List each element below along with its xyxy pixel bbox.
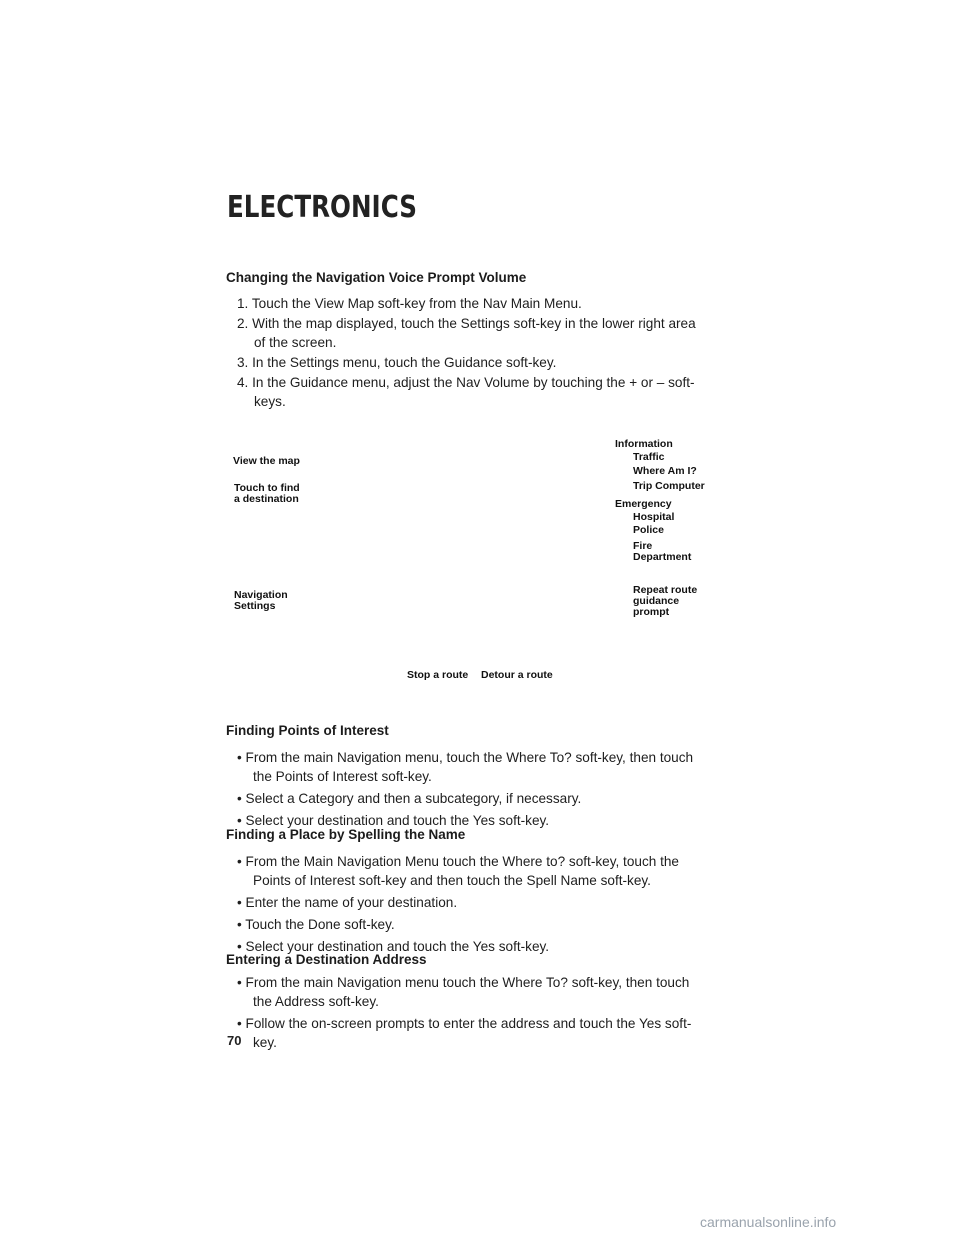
poi-heading: Finding Points of Interest	[226, 723, 389, 738]
step-item: 3. In the Settings menu, touch the Guidance soft-key.	[237, 355, 557, 370]
step-item: 2. With the map displayed, touch the Settings soft-key in the lower right area of the screen.	[237, 316, 696, 350]
step-item: 1. Touch the View Map soft-key from the Nav Main Menu.	[237, 296, 582, 311]
figure-label-trip-computer: Trip Computer	[633, 480, 705, 492]
address-section	[226, 950, 710, 1052]
figure-label-stop-route: Stop a route	[407, 669, 469, 681]
figure-label-nav-settings: Navigation Settings	[234, 589, 288, 612]
list-item: • From the Main Navigation Menu touch the Where to? soft-key, touch the Points of Interest soft-key and then touch the Spell Name soft-key.	[237, 854, 679, 888]
nav-menu-figure	[226, 432, 716, 687]
section-title: ELECTRONICS	[227, 190, 417, 225]
figure-label-fire-department: Fire Department	[633, 540, 692, 563]
figure-label-hospital: Hospital	[633, 511, 675, 523]
list-item: • Follow the on-screen prompts to enter the address and touch the Yes soft-key.	[237, 1016, 692, 1050]
list-item: • Touch the Done soft-key.	[237, 917, 395, 932]
watermark: carmanualsonline.info	[700, 1214, 837, 1230]
spelling-heading: Finding a Place by Spelling the Name	[226, 827, 466, 842]
list-item: • Select your destination and touch the Yes soft-key.	[237, 939, 550, 954]
figure-label-traffic: Traffic	[633, 451, 665, 463]
figure-label-repeat-route: Repeat route guidance prompt	[633, 584, 698, 618]
page-number: 70	[227, 1033, 242, 1048]
figure-label-emergency: Emergency	[615, 498, 672, 510]
address-heading: Entering a Destination Address	[226, 952, 427, 967]
figure-label-police: Police	[633, 524, 664, 536]
figure-label-view-map: View the map	[233, 455, 300, 467]
list-item: • Enter the name of your destination.	[237, 895, 458, 910]
list-item: • Select a Category and then a subcategory, if necessary.	[237, 791, 582, 806]
step-item: 4. In the Guidance menu, adjust the Nav Volume by touching the + or – soft-keys.	[237, 375, 695, 409]
poi-section	[226, 721, 710, 830]
voice-prompt-section	[226, 268, 710, 411]
list-item: • From the main Navigation menu touch the Where To? soft-key, then touch the Address soft-key.	[237, 975, 690, 1009]
voice-prompt-heading: Changing the Navigation Voice Prompt Volume	[226, 270, 527, 285]
figure-label-where-am-i: Where Am I?	[633, 465, 697, 477]
list-item: • Select your destination and touch the Yes soft-key.	[237, 813, 550, 828]
figure-label-detour-route: Detour a route	[481, 669, 553, 681]
figure-label-information: Information	[615, 438, 673, 450]
list-item: • From the main Navigation menu, touch the Where To? soft-key, then touch the Points of Interest soft-key.	[237, 750, 694, 784]
spelling-section	[226, 825, 710, 956]
figure-label-find-destination: Touch to find a destination	[234, 482, 300, 505]
